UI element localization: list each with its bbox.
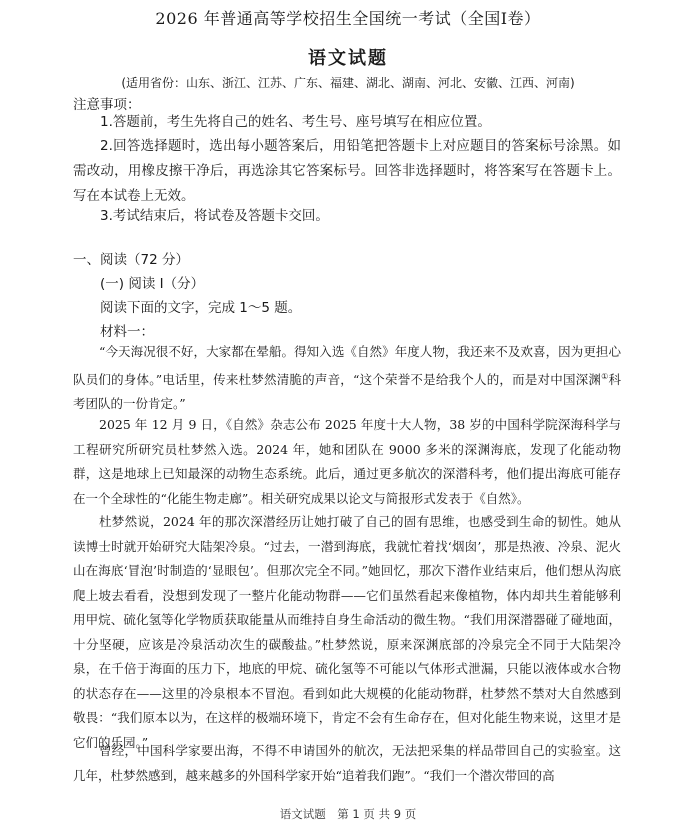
paragraph-4: 曾经，中国科学家要出海，不得不申请国外的航次，无法把采集的样品带回自己的实验室。这几年，杜梦然感到，越来越多的外国科学家开始“追着我们跑”。“我们一个潜次带回的高 [73, 743, 621, 783]
footnote-marker: ① [601, 371, 609, 381]
paragraph-1-text-a: “今天海况很不好，大家都在晕船。得知入选《自然》年度人物，我还来不及欢喜，因为更担心队员们的身体。”电话里，传来杜梦然清脆的声音，“这个荣誉不是给我个人的，而是对中国深渊 [73, 344, 621, 387]
section-heading: 一、阅读（72 分） [73, 252, 189, 268]
paragraph-1-text-b: 科考团队的一份肯定。” [73, 371, 621, 412]
paragraph-2: 2025 年 12 月 9 日，《自然》杂志公布 2025 年度十大人物，38 岁的中国科学院深海科学与工程研究所研究员杜梦然入选。2024 年，她和团队在 9000 多米的深渊海底，发现了化能动物群，这是地球上已知最深的动物生态系统。此后，通过更多航次的深潜科考，他们提出海底可能存在一个全球性的“化能生物走廊”。相关研究成果以论文与简报形式发表于《自然》。 [73, 417, 621, 506]
applicable-provinces: (适用省份：山东、浙江、江苏、广东、福建、湖北、湖南、河北、安徽、江西、河南) [121, 76, 575, 90]
material-label: 材料一： [100, 324, 154, 340]
paragraph-1 [73, 340, 621, 417]
notice-heading: 注意事项： [73, 97, 141, 113]
exam-title: 2026 年普通高等学校招生全国统一考试（全国Ⅰ卷） [155, 9, 541, 28]
sub-section-heading: (一) 阅读 I（分） [100, 276, 205, 292]
notice-item-2: 2.回答选择题时，选出每小题答案后，用铅笔把答题卡上对应题目的答案标号涂黑。如需改动，用橡皮擦干净后，再选涂其它答案标号。回答非选择题时，将答案写在答题卡上。写在本试卷上无效。 [73, 138, 621, 204]
subject-title: 语文试题 [308, 48, 388, 69]
paragraph-3: 杜梦然说，2024 年的那次深潜经历让她打破了自己的固有思维，也感受到生命的韧性。她从读博士时就开始研究大陆架冷泉。“过去，一潜到海底，我就忙着找‘烟囱’，那是热液、冷泉、泥火山在海底‘冒泡’时制造的‘显眼包’。但那次完全不同。”她回忆，那次下潜作业结束后，他们想从沟底爬上坡去看看，没想到发现了一整片化能动物群——它们虽然看起来像植物，体内却共生着能够利用甲烷、硫化氢等化学物质获取能量从而维持自身生命活动的微生物。“我们用深潜器碰了碰地面，十分坚硬，应该是冷泉活动次生的碳酸盐。”杜梦然说，原来深渊底部的冷泉完全不同于大陆架冷泉，在千倍于海面的压力下，地底的甲烷、硫化氢等不可能以气体形式泄漏，只能以液体或水合物的状态存在——这里的冷泉根本不冒泡。看到如此大规模的化能动物群，杜梦然不禁对大自然感到敬畏：“我们原本以为，在这样的极端环境下，肯定不会有生命存在，但对化能生物来说，这里才是它们的乐园。” [73, 514, 621, 750]
reading-instruction: 阅读下面的文字，完成 1～5 题。 [100, 300, 302, 316]
notice-item-1: 1.答题前，考生先将自己的姓名、考生号、座号填写在相应位置。 [100, 114, 491, 130]
notice-item-3: 3.考试结束后，将试卷及答题卡交回。 [100, 208, 329, 224]
page-footer: 语文试题 第 1 页 共 9 页 [279, 807, 417, 821]
